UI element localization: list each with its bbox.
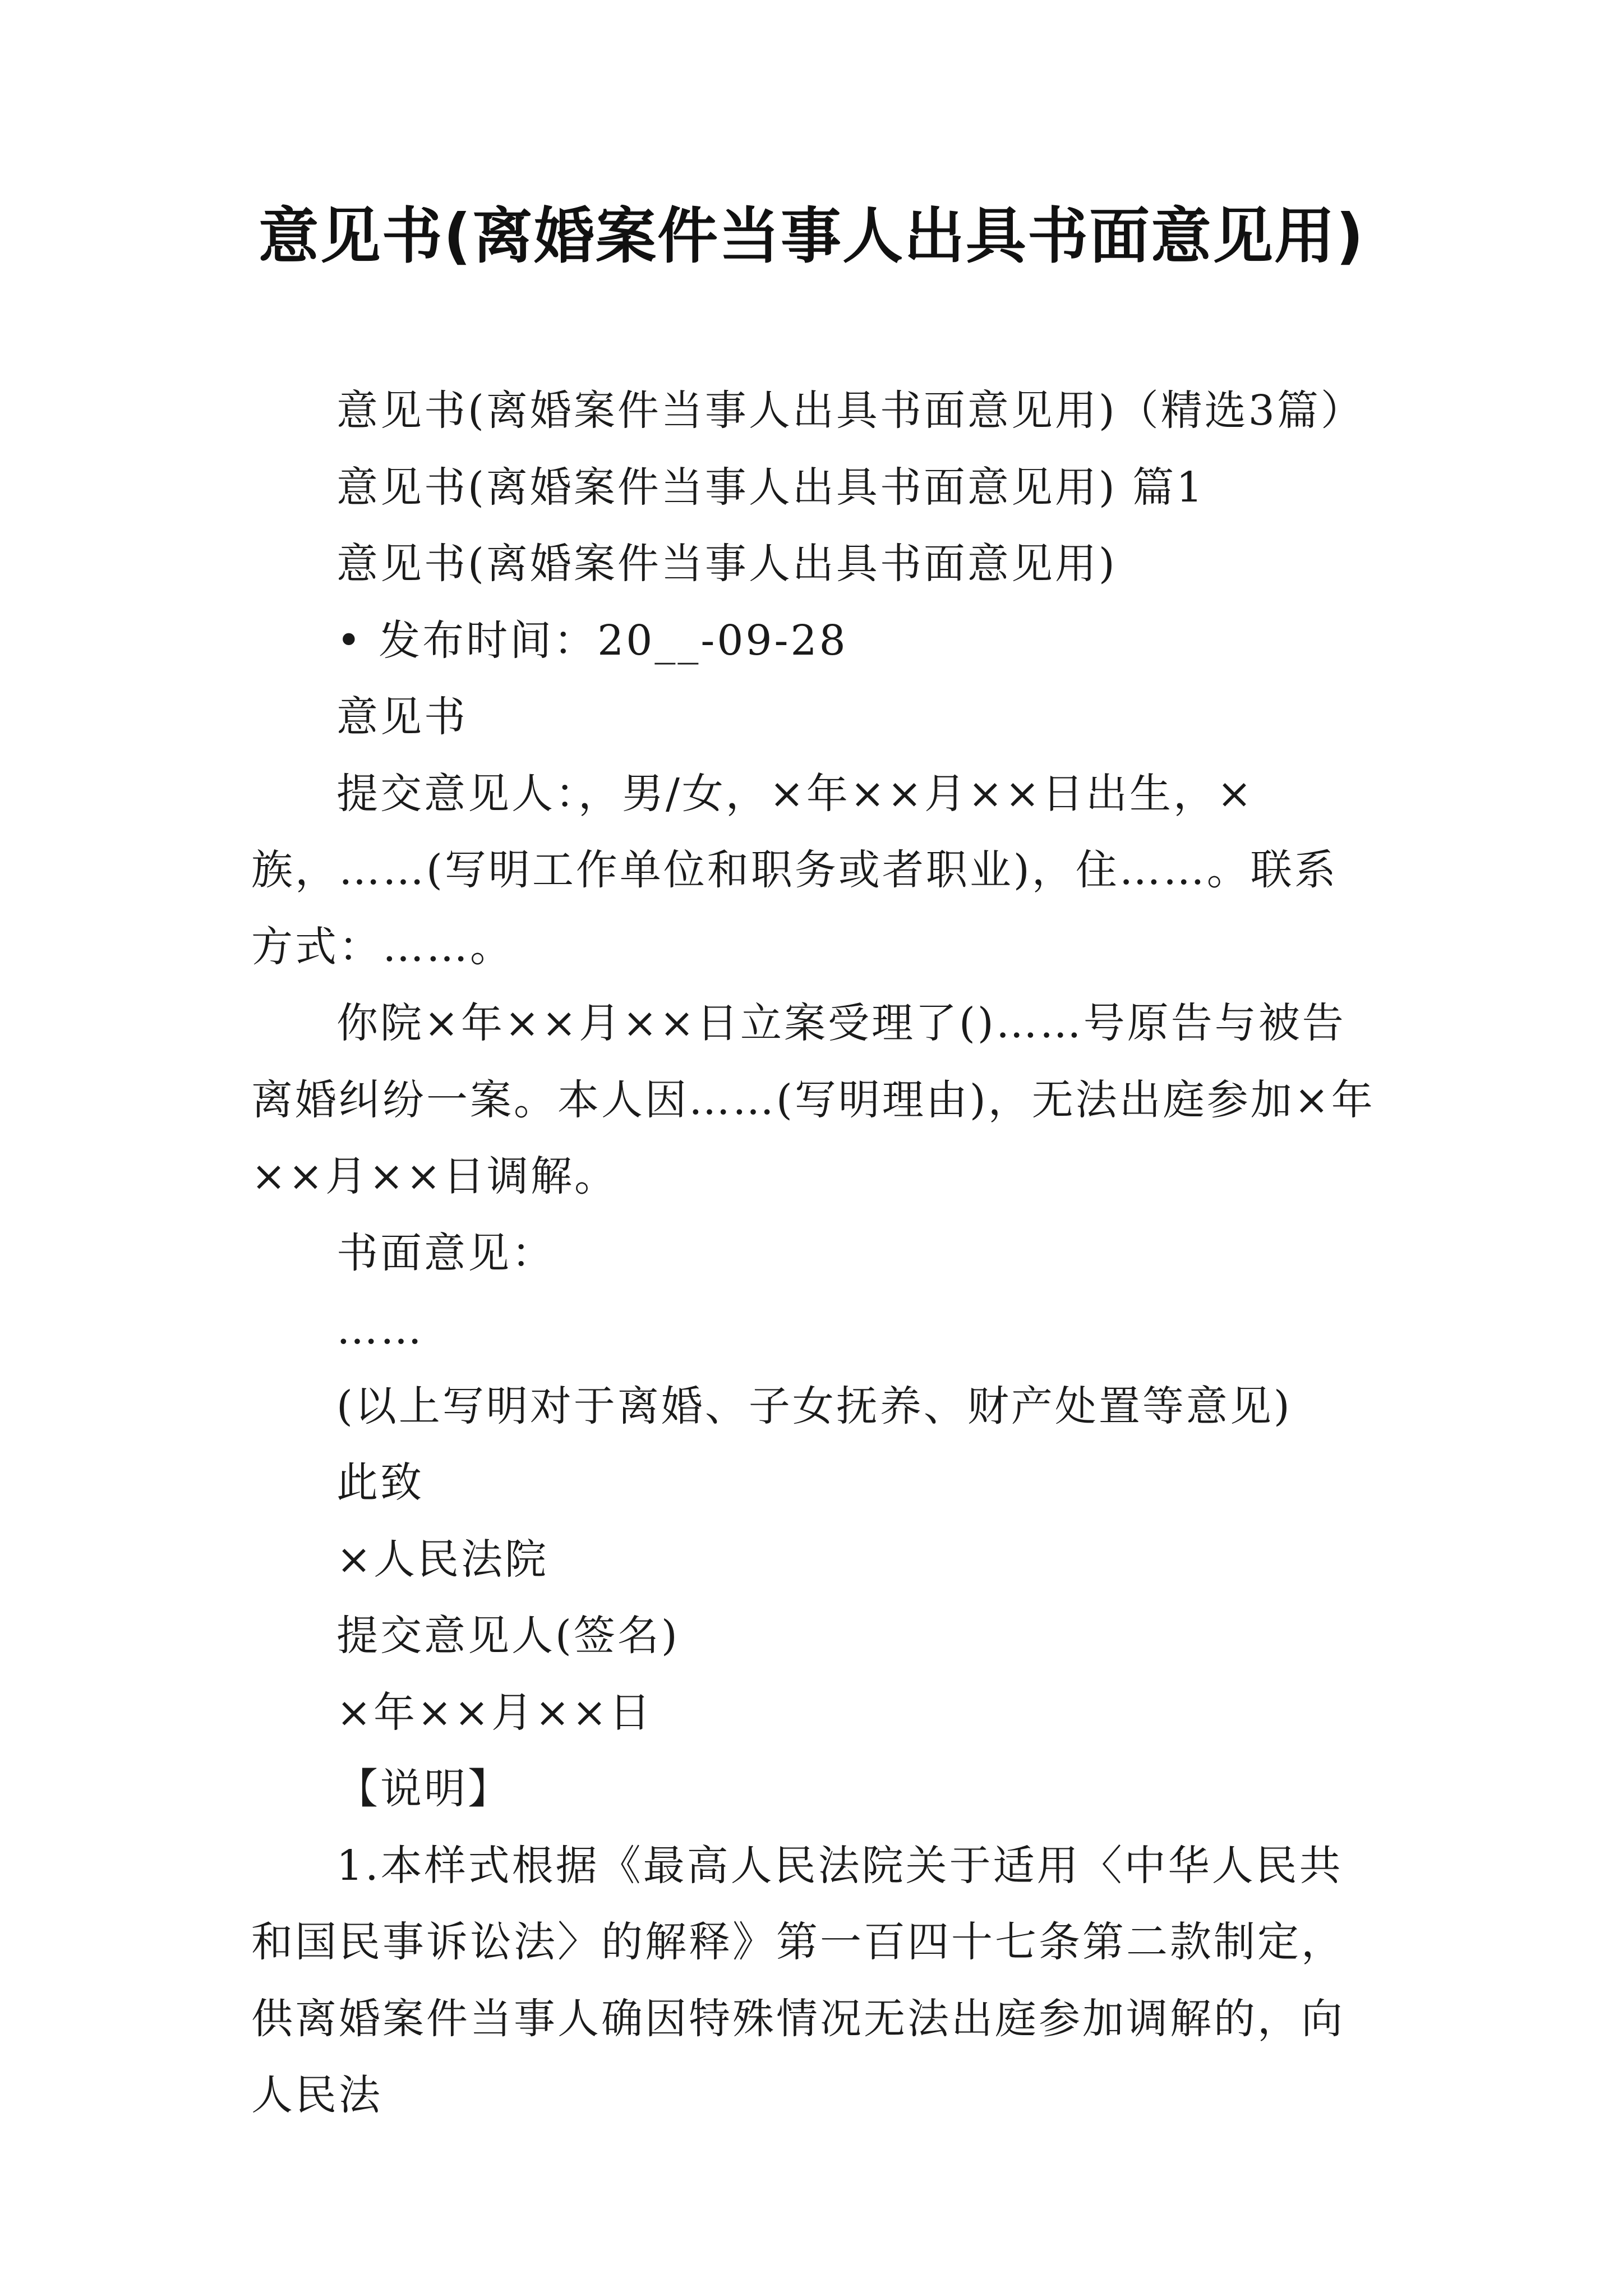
- document-body: [251, 372, 1380, 2134]
- document-title: 意见书(离婚案件当事人出具书面意见用): [258, 201, 1365, 272]
- paragraph-court-name: ×人民法院: [336, 1535, 549, 1584]
- paragraph-signature: 提交意见人(签名): [336, 1612, 680, 1660]
- paragraph-opinion-note: (以上写明对于离婚、子女抚养、财产处置等意见): [336, 1382, 1292, 1430]
- paragraph-doc-label: 意见书: [336, 693, 468, 741]
- paragraph-publish-time: • 发布时间：20__-09-28: [336, 616, 848, 665]
- paragraph-salutation: 此致: [336, 1458, 424, 1507]
- paragraph-collection-heading: 意见书(离婚案件当事人出具书面意见用)（精选3篇）: [336, 386, 1364, 435]
- paragraph-notes-heading: 【说明】: [336, 1765, 511, 1813]
- paragraph-article-title: 意见书(离婚案件当事人出具书面意见用): [336, 540, 1117, 588]
- paragraph-note-1: 1.本样式根据《最高人民法院关于适用〈中华人民共和国民事诉讼法〉的解释》第一百四十七条第二款制定，供离婚案件当事人确因特殊情况无法出庭参加调解的，向人民法: [251, 1841, 1345, 2119]
- paragraph-date: ×年××月××日: [336, 1688, 653, 1737]
- paragraph-case-statement: 你院×年××月××日立案受理了()……号原告与被告离婚纠纷一案。本人因……(写明理由)，无法出庭参加×年××月××日调解。: [251, 999, 1375, 1200]
- paragraph-ellipsis: ……: [336, 1305, 424, 1354]
- paragraph-written-opinion-label: 书面意见：: [336, 1228, 555, 1277]
- paragraph-submitter-info: 提交意见人：，男/女，×年××月××日出生，×族，……(写明工作单位和职务或者职业)，住……。联系方式：……。: [251, 769, 1338, 971]
- paragraph-article-heading: 意见书(离婚案件当事人出具书面意见用) 篇1: [336, 463, 1205, 512]
